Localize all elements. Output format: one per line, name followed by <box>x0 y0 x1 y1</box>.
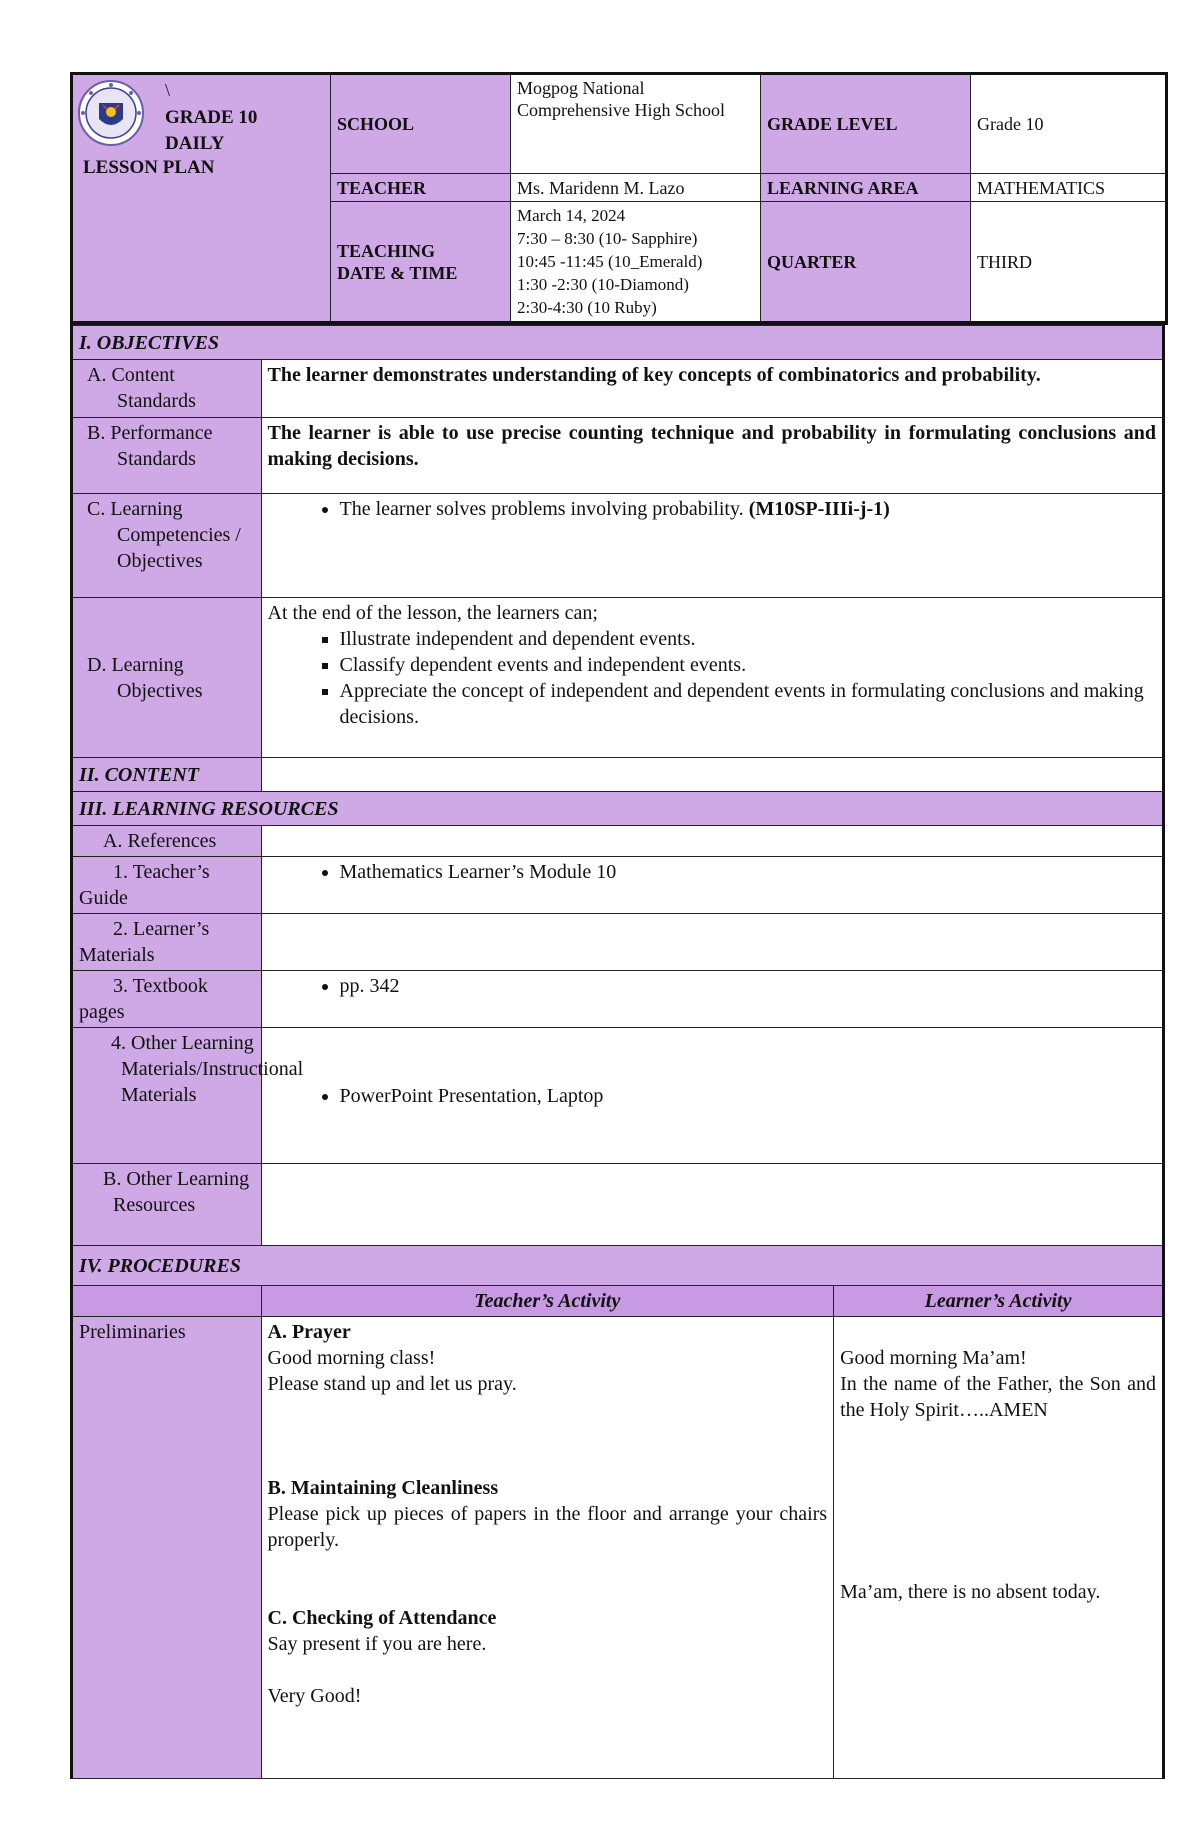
prayer-response: Good morning Ma’am! <box>840 1347 1027 1369</box>
list-item <box>340 496 1156 522</box>
list-item: ▪ Classify dependent events and independent events. <box>340 652 1156 678</box>
body-table <box>70 325 1165 1779</box>
title-block <box>72 74 331 324</box>
prayer-title: A. Prayer <box>267 1321 351 1343</box>
attendance-line: Say present if you are here. <box>267 1633 487 1655</box>
datetime-label-line2: DATE & TIME <box>337 262 458 283</box>
content-heading: II. CONTENT <box>72 758 262 792</box>
datetime-line: 1:30 -2:30 (10-Diamond) <box>517 275 689 294</box>
datetime-line: 2:30-4:30 (10 Ruby) <box>517 298 657 317</box>
competency-text: The learner solves problems involving probability. <box>339 498 744 520</box>
cleanliness-title: B. Maintaining Cleanliness <box>267 1477 499 1499</box>
title-lesson-plan: LESSON PLAN <box>83 157 215 178</box>
teacher-label: TEACHER <box>331 174 511 202</box>
school-label: SCHOOL <box>331 74 511 174</box>
teacher-activity-header: Teacher’s Activity <box>261 1286 834 1317</box>
competency-code: (M10SP-IIIi-j-1) <box>748 498 890 520</box>
datetime-line: 7:30 – 8:30 (10- Sapphire) <box>517 229 698 248</box>
objectives-heading: I. OBJECTIVES <box>72 326 1164 360</box>
teacher-value: Ms. Maridenn M. Lazo <box>511 174 761 202</box>
list-item: ▪ Appreciate the concept of independent and dependent events in formulating conclusions and making decisions. <box>340 678 1156 730</box>
references-value <box>261 826 1163 857</box>
textbook-pages-label: 3. Textbook pages <box>72 971 262 1028</box>
references-label: A. References <box>72 826 262 857</box>
datetime-label <box>331 202 511 324</box>
competencies-label: C. Learning Competencies / Objectives <box>72 494 262 598</box>
teachers-guide-label: 1. Teacher’s Guide <box>72 857 262 914</box>
procedures-corner <box>72 1286 262 1317</box>
resources-heading: III. LEARNING RESOURCES <box>72 792 1164 826</box>
prayer-response: In the name of the Father, the Son and the Holy Spirit…..AMEN <box>840 1373 1156 1421</box>
content-value <box>261 758 1163 792</box>
list-item: • pp. 342 <box>340 973 1156 999</box>
content-standards-text: The learner demonstrates understanding of key concepts of combinatorics and probability. <box>261 360 1163 418</box>
datetime-value <box>511 202 761 324</box>
content-standards-label: A. Content Standards <box>72 360 262 418</box>
learning-objectives-cell <box>261 598 1163 758</box>
quarter-value: THIRD <box>971 202 1167 324</box>
teacher-activity-cell <box>261 1317 834 1779</box>
cleanliness-text: Please pick up pieces of papers in the floor and arrange your chairs properly. <box>267 1503 828 1551</box>
list-item: • PowerPoint Presentation, Laptop <box>340 1083 1156 1109</box>
preliminaries-label: Preliminaries <box>72 1317 262 1779</box>
datetime-line: March 14, 2024 <box>517 206 626 225</box>
list-item: • Mathematics Learner’s Module 10 <box>340 859 1156 885</box>
textbook-pages-cell <box>261 971 1163 1028</box>
performance-standards-label: B. Performance Standards <box>72 418 262 494</box>
learning-area-label: LEARNING AREA <box>761 174 971 202</box>
other-resources-value <box>261 1164 1163 1246</box>
datetime-label-line1: TEACHING <box>337 240 436 261</box>
learners-materials-label: 2. Learner’s Materials <box>72 914 262 971</box>
learning-area-value: MATHEMATICS <box>971 174 1167 202</box>
prayer-line: Please stand up and let us pray. <box>267 1373 517 1395</box>
performance-standards-text: The learner is able to use precise counting technique and probability in formulating conclusions and making decisions. <box>261 418 1163 494</box>
header-table <box>70 72 1168 325</box>
list-item: ▪ Illustrate independent and dependent events. <box>340 626 1156 652</box>
attendance-line: Very Good! <box>267 1685 362 1707</box>
other-materials-cell <box>261 1028 1163 1164</box>
learning-objectives-intro: At the end of the lesson, the learners can; <box>267 602 598 624</box>
datetime-line: 10:45 -11:45 (10_Emerald) <box>517 252 703 271</box>
procedures-heading: IV. PROCEDURES <box>72 1246 1164 1286</box>
learner-activity-cell <box>834 1317 1164 1779</box>
other-materials-label: 4. Other Learning Materials/Instructional Materials <box>72 1028 262 1164</box>
title-daily: DAILY <box>165 133 225 154</box>
title-grade: GRADE 10 <box>165 107 258 128</box>
prayer-line: Good morning class! <box>267 1347 436 1369</box>
grade-level-value: Grade 10 <box>971 74 1167 174</box>
attendance-response: Ma’am, there is no absent today. <box>840 1581 1101 1603</box>
school-value: Mogpog National Comprehensive High School <box>511 74 761 174</box>
attendance-title: C. Checking of Attendance <box>267 1607 497 1629</box>
learning-objectives-label: D. Learning Objectives <box>72 598 262 758</box>
teachers-guide-cell <box>261 857 1163 914</box>
competencies-cell <box>261 494 1163 598</box>
quarter-label: QUARTER <box>761 202 971 324</box>
learner-activity-header: Learner’s Activity <box>834 1286 1164 1317</box>
other-resources-label: B. Other Learning Resources <box>72 1164 262 1246</box>
lesson-plan-page <box>70 72 1165 1779</box>
deped-seal-icon <box>77 79 145 147</box>
learners-materials-value <box>261 914 1163 971</box>
backslash-mark: \ <box>165 80 171 100</box>
grade-level-label: GRADE LEVEL <box>761 74 971 174</box>
